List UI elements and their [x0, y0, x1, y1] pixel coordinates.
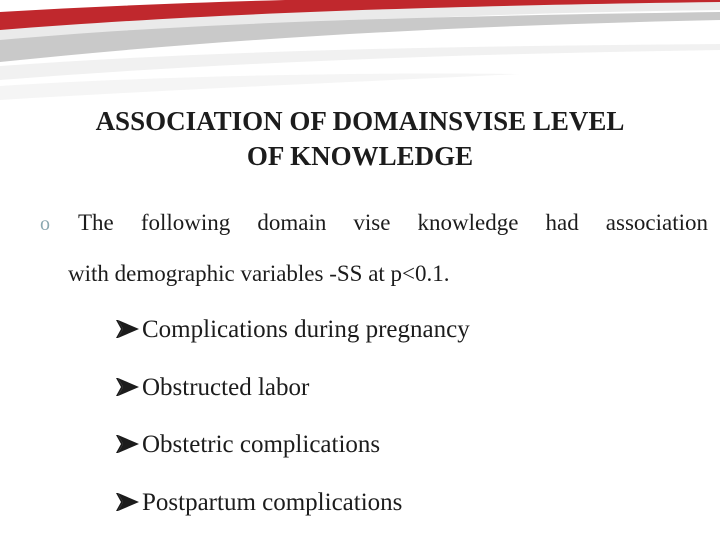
domain-list [116, 316, 470, 540]
list-item [116, 431, 470, 489]
arrow-bullet-icon [116, 377, 141, 397]
arrow-bullet-icon [116, 319, 141, 339]
slide-title [20, 104, 700, 174]
arrow-bullet-icon [116, 434, 141, 454]
arrow-bullet-icon [116, 492, 141, 512]
list-item [116, 374, 470, 432]
intro-paragraph [40, 210, 708, 287]
intro-text-line-2: with demographic variables -SS at p<0.1. [68, 261, 450, 286]
list-item [116, 489, 470, 540]
list-item-label: Postpartum complications [142, 488, 403, 516]
title-line-2: OF KNOWLEDGE [246, 141, 474, 171]
list-item [116, 316, 470, 374]
list-item-label: Obstructed labor [142, 373, 310, 401]
title-line-1: ASSOCIATION OF DOMAINSVISE LEVEL [95, 106, 625, 136]
intro-line-1 [40, 210, 708, 244]
hollow-circle-bullet-icon: o [40, 213, 50, 235]
list-item-label: Obstetric complications [142, 431, 381, 458]
intro-text-line-1: The following domain vise knowledge had association [78, 210, 708, 235]
header-swoosh-decoration [0, 0, 720, 110]
list-item-label: Complications during pregnancy [142, 316, 470, 343]
